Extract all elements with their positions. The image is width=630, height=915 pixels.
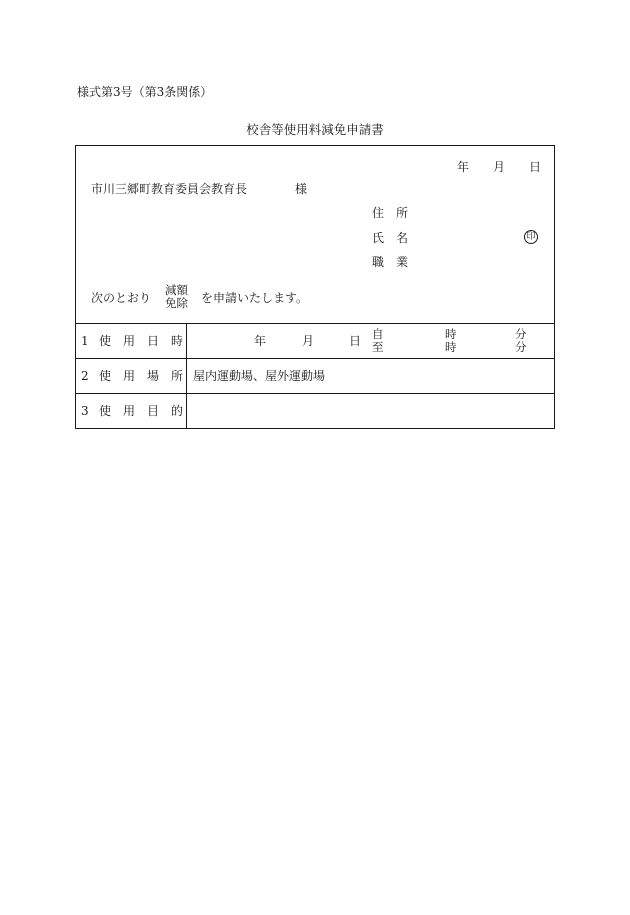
row-1-year: 年: [254, 334, 267, 348]
date-year-label: 年: [457, 160, 470, 174]
request-prefix: 次のとおり: [91, 291, 152, 305]
seal-mark: [524, 230, 538, 244]
addressee-name: 市川三郷町教育委員会教育長: [91, 182, 248, 196]
row-2-value: 屋内運動場、屋外運動場: [193, 369, 326, 383]
date-day-label: 日: [529, 160, 542, 174]
request-suffix: を申請いたします。: [201, 291, 309, 305]
row-1-minute-to: 分: [515, 339, 527, 354]
name-label: 氏 名: [372, 231, 409, 245]
row-2-label: 使 用 場 所: [99, 369, 184, 383]
date-month-label: 月: [493, 160, 506, 174]
table-top-line: [76, 323, 554, 324]
row-1-label: 使 用 日 時: [99, 334, 184, 348]
row-divider-2: [76, 393, 554, 394]
row-1-number: 1: [81, 334, 89, 348]
document-title: 校舎等使用料減免申請書: [246, 122, 384, 137]
row-1-minute-from: 分: [515, 327, 527, 341]
addressee-honorific: 様: [295, 182, 308, 196]
row-1-minutes: [515, 329, 527, 353]
row-1-from-to: [372, 329, 384, 353]
option-reduction: 減額: [165, 283, 188, 297]
address-label: 住 所: [372, 206, 409, 220]
row-3-label: 使 用 目 的: [99, 404, 184, 418]
application-form: [75, 145, 555, 429]
row-1-hour-from: 時: [445, 327, 457, 341]
row-1-hours: [445, 329, 457, 353]
row-1-from: 自: [372, 327, 384, 341]
row-1-hour-to: 時: [445, 339, 457, 354]
row-2-number: 2: [81, 369, 89, 383]
row-divider-1: [76, 358, 554, 359]
row-1-to: 至: [372, 339, 384, 354]
request-option-stack: [165, 285, 188, 309]
row-1-day: 日: [349, 334, 362, 348]
occupation-label: 職 業: [372, 255, 409, 269]
form-number: 様式第3号（第3条関係）: [77, 85, 213, 99]
seal-mark-text: 印: [526, 232, 536, 242]
option-exemption: 免除: [165, 295, 188, 310]
row-3-number: 3: [81, 404, 89, 418]
row-1-month: 月: [302, 334, 315, 348]
column-divider: [186, 323, 187, 428]
